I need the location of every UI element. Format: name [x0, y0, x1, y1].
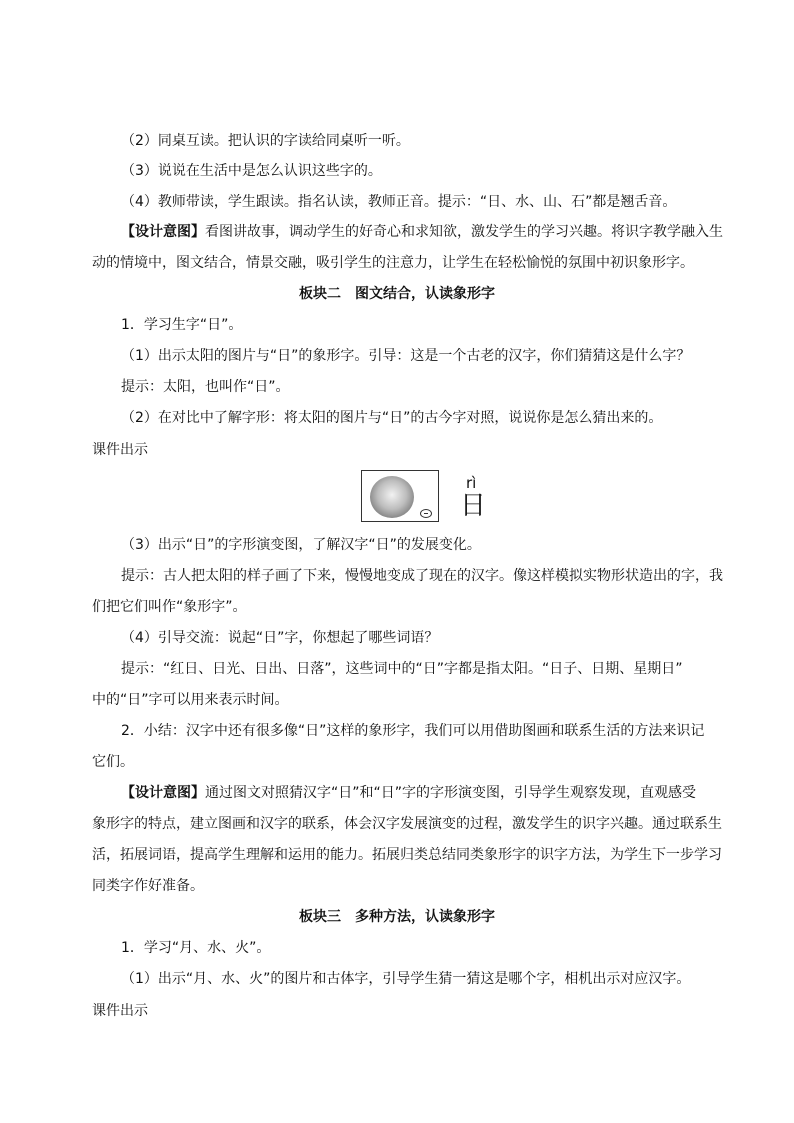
- design-intent-two-label: 【设计意图】: [121, 785, 205, 801]
- design-intent-line-1: 【设计意图】看图讲故事，调动学生的好奇心和求知欲，激发学生的学习兴趣。将识字教学融入生: [121, 224, 723, 240]
- design-intent-two-line-2: 象形字的特点，建立图画和汉字的联系，体会汉字发展演变的过程，激发学生的识字兴趣。通过联系生: [92, 816, 722, 832]
- paragraph-evolution: （3）出示“日”的字形演变图，了解汉字“日”的发展变化。: [121, 537, 481, 553]
- paragraph-compare-shape: （2）在对比中了解字形：将太阳的图片与“日”的古今字对照，说说你是怎么猜出来的。: [121, 410, 663, 426]
- paragraph-summary-2: 它们。: [92, 754, 134, 770]
- design-intent-two-line-3: 活，拓展词语，提高学生理解和运用的能力。拓展归类总结同类象形字的识字方法，为学生下一步学习: [92, 847, 722, 863]
- courseware-label-1: 课件出示: [92, 442, 148, 458]
- paragraph-teacher-reading: （4）教师带读，学生跟读。指名认读，教师正音。提示：“日、水、山、石”都是翘舌音。: [121, 194, 677, 210]
- section-heading-three: 板块三 多种方法，认读象形字: [299, 909, 495, 925]
- paragraph-show-ancient-forms: （1）出示“月、水、火”的图片和古体字，引导学生猜一猜这是哪个字，相机出示对应汉字。: [121, 971, 691, 987]
- pinyin-ri: rì: [466, 474, 477, 492]
- paragraph-desk-reading: （2）同桌互读。把认识的字读给同桌听一听。: [121, 133, 410, 149]
- paragraph-word-exchange: （4）引导交流：说起“日”字，你想起了哪些词语？: [121, 630, 439, 646]
- paragraph-word-hint-2: 中的“日”字可以用来表示时间。: [92, 692, 289, 708]
- sun-image-icon: [370, 476, 414, 518]
- design-intent-two-line-1: 【设计意图】通过图文对照猜汉字“日”和“日”字的字形演变图，引导学生观察发现，直观感受: [121, 785, 697, 801]
- courseware-label-2: 课件出示: [92, 1003, 148, 1019]
- design-intent-two-line-4: 同类字作好准备。: [92, 878, 204, 894]
- design-intent-label: 【设计意图】: [121, 224, 205, 240]
- paragraph-learn-yue-shui-huo: 1．学习“月、水、火”。: [121, 940, 271, 956]
- section-heading-two: 板块二 图文结合，认读象形字: [299, 286, 495, 302]
- sun-picture-frame: [361, 470, 439, 522]
- paragraph-word-hint-1: 提示：“红日、日光、日出、日落”，这些词中的“日”字都是指太阳。“日子、日期、星期日”: [121, 661, 683, 677]
- paragraph-hint-sun: 提示：太阳，也叫作“日”。: [121, 379, 290, 395]
- paragraph-life-recognition: （3）说说在生活中是怎么认识这些字的。: [121, 163, 382, 179]
- paragraph-learn-ri: 1．学习生字“日”。: [121, 317, 243, 333]
- design-intent-line-2: 动的情境中，图文结合，情景交融，吸引学生的注意力，让学生在轻松愉悦的氛围中初识象形字。: [92, 255, 694, 271]
- ancient-ri-glyph-icon: [420, 509, 432, 518]
- paragraph-show-sun: （1）出示太阳的图片与“日”的象形字。引导：这是一个古老的汉字，你们猜猜这是什么字？: [121, 348, 691, 364]
- paragraph-summary-1: 2．小结：汉字中还有很多像“日”这样的象形字，我们可以用借助图画和联系生活的方法来识记: [121, 723, 705, 739]
- hanzi-ri: 日: [460, 491, 487, 521]
- paragraph-pictograph-hint-1: 提示：古人把太阳的样子画了下来，慢慢地变成了现在的汉字。像这样模拟实物形状造出的字，我: [121, 568, 723, 584]
- paragraph-pictograph-hint-2: 们把它们叫作“象形字”。: [92, 599, 247, 615]
